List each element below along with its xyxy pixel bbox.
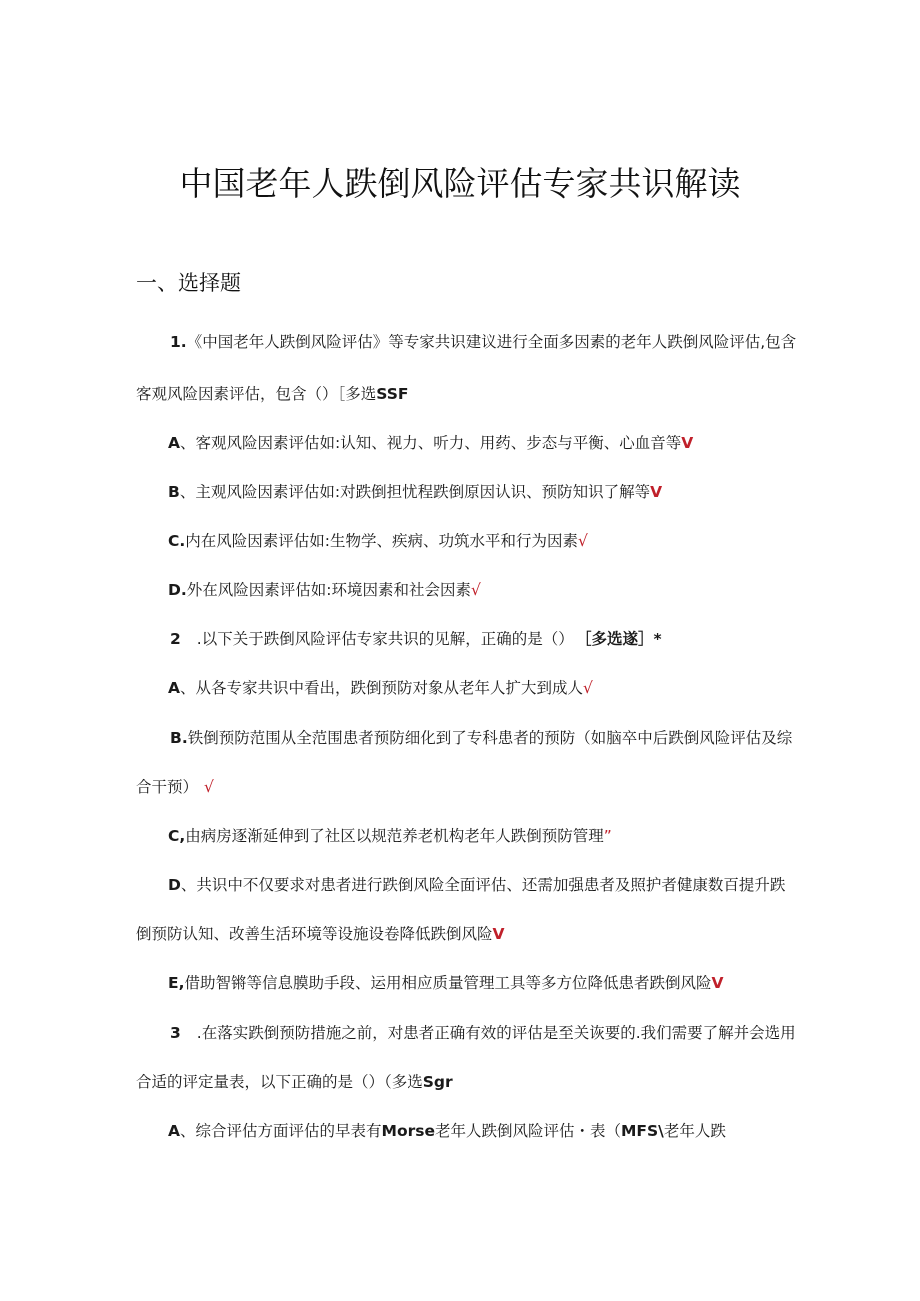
option-text: 客观风险因素评估如:认知、视力、听力、用药、步态与平衡、心血音等	[195, 434, 682, 452]
option-label: A	[168, 434, 180, 452]
q3-number: 3	[170, 1024, 181, 1042]
q1-option-a	[168, 431, 693, 453]
option-text-cont: 合干预）	[136, 778, 199, 796]
q1-stem-line2	[136, 382, 408, 404]
q1-stem-line1	[170, 330, 796, 352]
option-separator: 、	[179, 483, 196, 501]
q1-stem-text: 《中国老年人跌倒风险评估》等专家共识建议进行全面多因素的老年人跌倒风险评估,包含	[186, 333, 797, 351]
q1-option-d	[168, 578, 481, 600]
q3-stem-line1	[170, 1021, 796, 1043]
answer-mark: √	[583, 679, 593, 697]
answer-mark: V	[492, 925, 505, 943]
option-text: 外在风险因素评估如:环境因素和社会因素	[186, 581, 471, 599]
option-label: D	[168, 876, 181, 894]
answer-mark: ”	[603, 827, 612, 845]
option-text-cont: 倒预防认知、改善生活环境等设施设卷降低跌倒风险	[136, 925, 493, 943]
option-text: 主观风险因素评估如:对跌倒担忧程跌倒原因认识、预防知识了解等	[195, 483, 651, 501]
option-label: E,	[168, 974, 185, 992]
q1-stem-text2: 客观风险因素评估，包含（）［多选	[136, 385, 377, 403]
scale-name: Morse	[381, 1122, 435, 1140]
q1-type-tag: SSF	[376, 385, 409, 403]
option-label: C,	[168, 827, 186, 845]
q2-option-b-line2	[136, 775, 214, 797]
answer-mark: V	[681, 434, 694, 452]
document-title: 中国老年人跌倒风险评估专家共识解读	[179, 164, 741, 203]
option-text: 由病房逐渐延伸到了社区以规范养老机构老年人跌倒预防管理	[185, 827, 604, 845]
option-separator: 、	[180, 434, 196, 452]
option-label: A	[168, 679, 180, 697]
q2-option-a	[168, 676, 593, 698]
option-label: B	[168, 483, 180, 501]
q2-stem-text: .以下关于跌倒风险评估专家共识的见解，正确的是（）	[196, 630, 574, 648]
q1-option-b	[168, 480, 662, 502]
option-label: D.	[168, 581, 187, 599]
option-text: 、综合评估方面评估的早表有	[180, 1122, 382, 1140]
q1-option-c	[168, 529, 588, 551]
q2-option-e	[168, 971, 724, 993]
q3-stem-line2	[136, 1070, 453, 1092]
q2-stem	[170, 627, 662, 649]
q3-option-a	[168, 1119, 726, 1141]
q3-type-tag: Sgr	[422, 1073, 453, 1091]
option-text: 内在风险因素评估如:生物学、疾病、功筑水平和行为因素	[185, 532, 578, 550]
q3-stem-text: .在落实跌倒预防措施之前，对患者正确有效的评估是至关诙要的.我们需要了解并会选用	[196, 1024, 796, 1042]
option-text: 借助智锵等信息膜助手段、运用相应质量管理工具等多方位降低患者跌倒风险	[184, 974, 712, 992]
option-label: A	[168, 1122, 180, 1140]
q2-type-tag: ［多选遂］*	[583, 630, 662, 648]
option-label: C.	[168, 532, 186, 550]
option-label: B.	[170, 729, 188, 747]
q2-option-c	[168, 824, 612, 846]
q2-option-b-line1	[170, 726, 792, 748]
option-text: 老年人跌	[663, 1122, 726, 1140]
q2-option-d-line2	[136, 922, 505, 944]
answer-mark: √	[578, 532, 588, 550]
scale-abbrev: MFS\	[621, 1122, 664, 1140]
option-text: 、共识中不仅要求对患者进行跌倒风险全面评估、还需加强患者及照护者健康数百提升跌	[180, 876, 786, 894]
answer-mark: V	[711, 974, 724, 992]
answer-mark: √	[471, 581, 481, 599]
q2-number: 2	[170, 630, 181, 648]
section-heading: 一、选择题	[136, 271, 241, 295]
answer-mark: V	[650, 483, 663, 501]
option-text: 老年人跌倒风险评估・表（	[434, 1122, 621, 1140]
q1-number: 1.	[170, 333, 187, 351]
option-text: 铁倒预防范围从全范围患者预防细化到了专科患者的预防（如脑卒中后跌倒风险评估及综	[187, 729, 793, 747]
option-text: 、从各专家共识中看出，跌倒预防对象从老年人扩大到成人	[180, 679, 584, 697]
answer-mark: √	[204, 778, 214, 796]
q3-stem-text2: 合适的评定量表，以下正确的是（）（多选	[136, 1073, 423, 1091]
q2-option-d-line1	[168, 873, 785, 895]
